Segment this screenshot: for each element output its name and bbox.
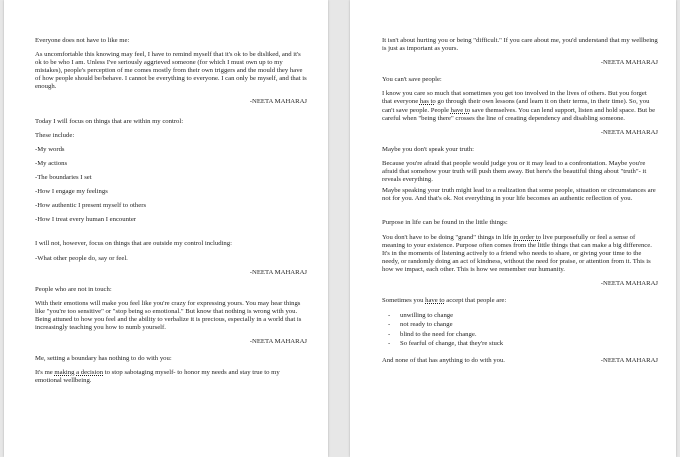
list-item: - not ready to change bbox=[388, 320, 658, 329]
closing-text: And none of that has anything to do with you. bbox=[382, 357, 505, 365]
bullet-list bbox=[388, 311, 658, 348]
closing-line bbox=[382, 357, 658, 365]
quote-body: Maybe speaking your truth might lead to a realization that some people, situation or circumstances are not for you. And that's ok. Not everything in your life becomes an authentic reflection of you. bbox=[382, 187, 656, 203]
quote-title: Sometimes you have to accept that people are: bbox=[382, 297, 507, 305]
quote-body: With their emotions will make you feel like you're crazy for expressing yours. You may hear things like "you're too sensitive" or "stop being so emotional." But know that nothing is wrong with you. Being attuned to how you feel and the ability to verbalize it is precious, especially in a world that is increasingly teaching you how to numb yourself. bbox=[35, 299, 302, 332]
underlined-phrase: making a decision bbox=[54, 369, 104, 377]
control-item: -How I engage my feelings bbox=[35, 188, 108, 196]
list-item: - So fearful of change, that they're stuck bbox=[388, 339, 658, 348]
control-intro: Today I will focus on things that are within my control: bbox=[35, 117, 184, 125]
list-item: - unwilling to change bbox=[388, 311, 658, 320]
underlined-phrase: have to bbox=[450, 106, 471, 114]
list-item: - blind to the need for change. bbox=[388, 330, 658, 339]
author-signature: -NEETA MAHARAJ bbox=[600, 357, 658, 365]
control-item: -My words bbox=[35, 145, 65, 153]
quote-title: Me, setting a boundary has nothing to do with you: bbox=[35, 355, 172, 363]
quote-body: Because you're afraid that people would judge you or it may lead to a confrontation. Maybe you're afraid that somehow your truth will push them away. But here's the beautiful thing about "truth"- it reveals everything. bbox=[382, 159, 647, 184]
quote-title: Everyone does not have to like me: bbox=[35, 37, 130, 44]
underlined-phrase: have to bbox=[425, 297, 445, 305]
control-item: -How I treat every human I encounter bbox=[35, 216, 137, 224]
author-signature: -NEETA MAHARAJ bbox=[600, 59, 658, 67]
underlined-phrase: has to bbox=[419, 98, 436, 106]
left-page-content bbox=[35, 37, 307, 386]
author-signature: -NEETA MAHARAJ bbox=[249, 338, 307, 346]
quote-title: Purpose in life can be found in the little things: bbox=[382, 219, 508, 227]
control-item: -How authentic I present myself to others bbox=[35, 202, 147, 210]
quote-body: It isn't about hurting you or being "difficult." If you care about me, you'd understand that my wellbeing is just as important as yours. bbox=[382, 37, 658, 53]
outside-control-line: I will not, however, focus on things that are outside my control including: bbox=[35, 240, 232, 248]
quote-title: Maybe you don't speak your truth: bbox=[382, 145, 475, 153]
quote-title: You can't save people: bbox=[382, 76, 442, 84]
right-page-content bbox=[382, 37, 658, 365]
outside-control-item: -What other people do, say or feel. bbox=[35, 254, 128, 262]
author-signature: -NEETA MAHARAJ bbox=[600, 279, 658, 287]
left-page bbox=[4, 0, 328, 457]
quote-body: As uncomfortable this knowing may feel, I have to remind myself that it's ok to be disliked, and it's ok to be who I am. Unless I've seriously aggrieved someone (for which I must own up to my mistakes), people's perception of me comes mostly from their own triggers and the mould they have of how people should be/behave. I cannot be everything to everyone. I can only be myself, and that is enough. bbox=[35, 51, 307, 91]
author-signature: -NEETA MAHARAJ bbox=[249, 268, 307, 276]
underlined-phrase: in order to bbox=[513, 233, 542, 241]
quote-body: You don't have to be doing "grand" things in life in order to live purposefully or feel a sense of meaning to your existence. Purpose often comes from the little things that can make a big difference. It's in the moments of listening actively to a friend who needs to share, or giving your time to the needy, or randomly doing an act of kindness, without the need for praise, or attention from it. This is how we impact, each other. This is how we remember our humanity. bbox=[382, 233, 652, 273]
quote-title: People who are not in touch: bbox=[35, 285, 112, 293]
control-include-label: These include: bbox=[35, 131, 75, 139]
control-item: -My actions bbox=[35, 159, 68, 167]
quote-body: I know you care so much that sometimes you get too involved in the lives of others. But you forget that everyone has to go through their own lessons (and learn it on their terms, in their time). So, you can't save people. People have to save themselves. You can lend support, listen and hold space. But be careful when "being there" crosses the line of creating dependency and disabling someone. bbox=[382, 90, 656, 122]
author-signature: -NEETA MAHARAJ bbox=[600, 128, 658, 136]
control-item: -The boundaries I set bbox=[35, 174, 92, 182]
right-page bbox=[350, 0, 676, 457]
author-signature: -NEETA MAHARAJ bbox=[249, 97, 307, 105]
quote-body: It's me making a decision to stop sabotaging myself- to honor my needs and stay true to my emotional wellbeing. bbox=[35, 369, 280, 385]
